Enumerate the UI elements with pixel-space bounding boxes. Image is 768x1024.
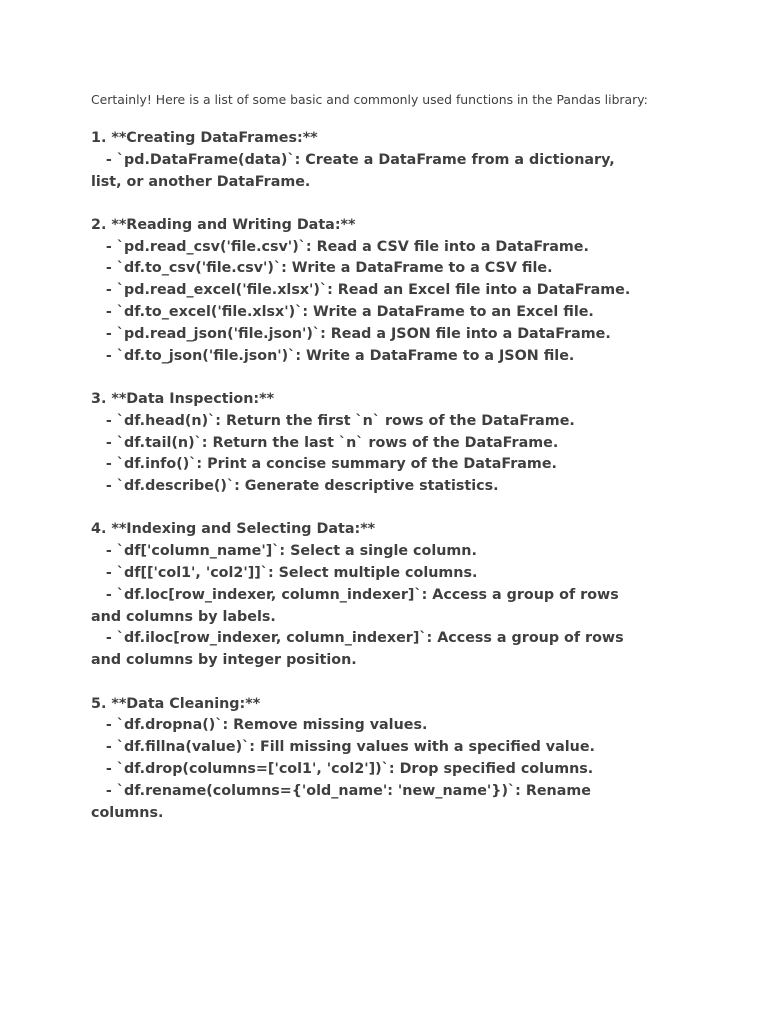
- list-item: - `df.dropna()`: Remove missing values.: [91, 717, 428, 734]
- list-item-continuation: and columns by labels.: [91, 608, 276, 625]
- list-item-continuation: list, or another DataFrame.: [91, 173, 311, 190]
- section-indexing-selecting: [91, 519, 751, 672]
- section-reading-writing-data: [91, 215, 751, 368]
- list-item: - `df.fillna(value)`: Fill missing values with a specified value.: [91, 739, 595, 756]
- list-item-continuation: and columns by integer position.: [91, 652, 357, 669]
- list-item: - `df[['col1', 'col2']]`: Select multiple columns.: [91, 565, 478, 582]
- list-item: - `df.to_json('file.json')`: Write a DataFrame to a JSON file.: [91, 347, 575, 364]
- section-data-cleaning: [91, 694, 751, 825]
- list-item: - `df.tail(n)`: Return the last `n` rows of the DataFrame.: [91, 434, 559, 451]
- list-item: - `pd.read_excel('file.xlsx')`: Read an Excel file into a DataFrame.: [91, 282, 631, 299]
- intro-text: Certainly! Here is a list of some basic and commonly used functions in the Pandas library:: [91, 92, 648, 107]
- list-item: - `pd.DataFrame(data)`: Create a DataFrame from a dictionary,: [91, 151, 615, 168]
- list-item: - `df.to_excel('file.xlsx')`: Write a DataFrame to an Excel file.: [91, 304, 594, 321]
- list-item: - `df.loc[row_indexer, column_indexer]`: Access a group of rows: [91, 586, 619, 603]
- list-item: - `df['column_name']`: Select a single column.: [91, 543, 477, 560]
- section-heading: 5. **Data Cleaning:**: [91, 695, 261, 712]
- list-item: - `df.describe()`: Generate descriptive statistics.: [91, 478, 499, 495]
- list-item: - `df.info()`: Print a concise summary of the DataFrame.: [91, 456, 557, 473]
- section-data-inspection: [91, 389, 751, 498]
- list-item: - `df.head(n)`: Return the first `n` rows of the DataFrame.: [91, 412, 575, 429]
- list-item: - `df.rename(columns={'old_name': 'new_name'})`: Rename: [91, 782, 591, 799]
- list-item: - `df.drop(columns=['col1', 'col2'])`: Drop specified columns.: [91, 760, 594, 777]
- list-item: - `df.iloc[row_indexer, column_indexer]`: Access a group of rows: [91, 630, 624, 647]
- section-heading: 2. **Reading and Writing Data:**: [91, 216, 356, 233]
- section-creating-dataframes: [91, 128, 751, 193]
- section-heading: 3. **Data Inspection:**: [91, 390, 275, 407]
- list-item: - `pd.read_json('file.json')`: Read a JSON file into a DataFrame.: [91, 325, 611, 342]
- document-page: [91, 91, 751, 846]
- section-heading: 1. **Creating DataFrames:**: [91, 130, 318, 146]
- list-item: - `pd.read_csv('file.csv')`: Read a CSV file into a DataFrame.: [91, 238, 589, 255]
- list-item: - `df.to_csv('file.csv')`: Write a DataFrame to a CSV file.: [91, 260, 553, 277]
- section-heading: 4. **Indexing and Selecting Data:**: [91, 521, 376, 538]
- list-item-continuation: columns.: [91, 804, 164, 821]
